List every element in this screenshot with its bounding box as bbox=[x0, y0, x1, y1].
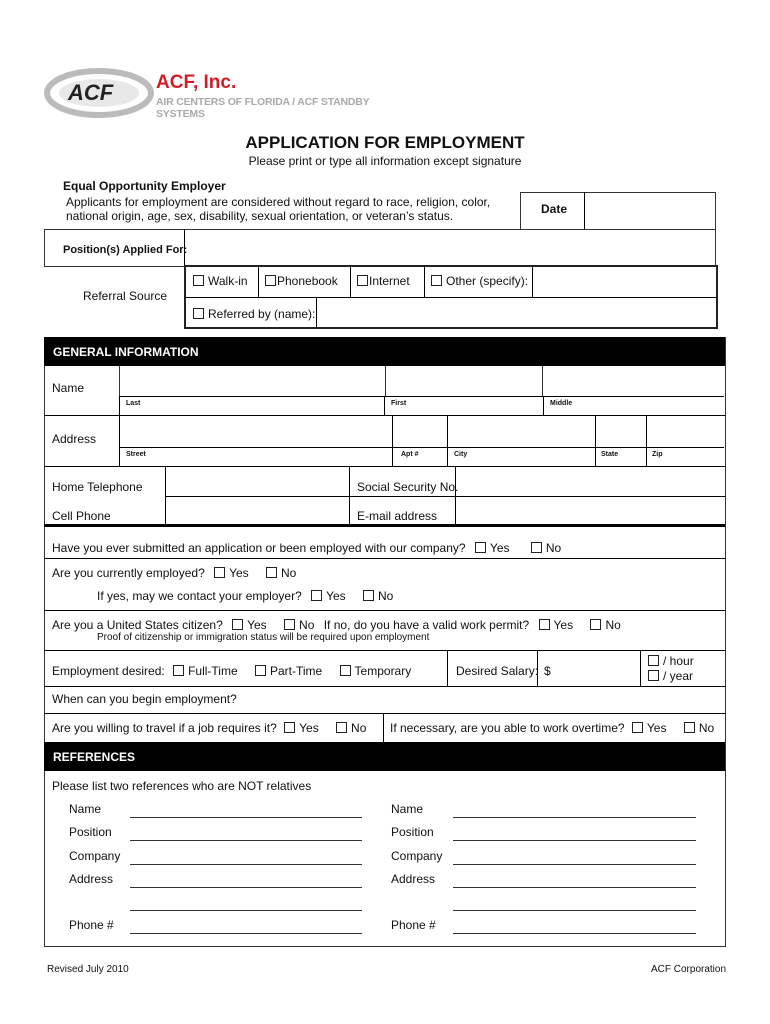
position-label: Position(s) Applied For: bbox=[63, 244, 188, 256]
footer-corp: ACF Corporation bbox=[651, 964, 727, 975]
general-info-header: GENERAL INFORMATION bbox=[44, 337, 725, 366]
question-begin: When can you begin employment? bbox=[52, 692, 237, 706]
permit-no[interactable]: No bbox=[590, 618, 620, 632]
ref2-company-field[interactable] bbox=[453, 850, 696, 865]
cell-field[interactable] bbox=[166, 497, 349, 525]
internet-checkbox[interactable] bbox=[357, 275, 368, 286]
city-field[interactable] bbox=[448, 416, 595, 447]
ref2-name-field[interactable] bbox=[453, 803, 696, 818]
overtime-no[interactable]: No bbox=[684, 721, 714, 735]
ssn-label: Social Security No. bbox=[357, 480, 459, 494]
question-contact: If yes, may we contact your employer? Yes No bbox=[97, 589, 394, 603]
ref2-address-label: Address bbox=[391, 872, 436, 886]
salary-field[interactable]: $ bbox=[544, 664, 551, 678]
address-label: Address bbox=[52, 432, 97, 446]
ref2-address-line2[interactable] bbox=[453, 896, 696, 911]
ref1-address-field[interactable] bbox=[130, 873, 362, 888]
last-caption: Last bbox=[126, 400, 141, 407]
submitted-yes-checkbox[interactable] bbox=[475, 542, 486, 553]
first-caption: First bbox=[391, 400, 407, 407]
contact-yes-checkbox[interactable] bbox=[311, 590, 322, 601]
overtime-no-checkbox[interactable] bbox=[684, 722, 695, 733]
ref2-name-label: Name bbox=[391, 802, 424, 816]
other-checkbox[interactable] bbox=[431, 275, 442, 286]
apt-caption: Apt # bbox=[401, 451, 419, 458]
ref1-company-label: Company bbox=[69, 849, 121, 863]
question-overtime: If necessary, are you able to work overtime? Yes No bbox=[390, 721, 715, 735]
ref1-company-field[interactable] bbox=[130, 850, 362, 865]
temporary-checkbox[interactable] bbox=[340, 665, 351, 676]
date-field[interactable] bbox=[586, 193, 714, 228]
ref2-phone-label: Phone # bbox=[391, 918, 436, 932]
citizen-no[interactable]: No bbox=[284, 618, 314, 632]
eeo-line-2: national origin, age, sex, disability, sexual orientation, or veteran’s status. bbox=[66, 209, 454, 223]
employed-no-checkbox[interactable] bbox=[266, 567, 277, 578]
logo-mark: ACF bbox=[68, 80, 114, 105]
ref2-position-field[interactable] bbox=[453, 826, 696, 841]
referred-option[interactable]: Referred by (name): bbox=[193, 307, 315, 321]
zip-caption: Zip bbox=[652, 451, 663, 458]
ref2-company-label: Company bbox=[391, 849, 443, 863]
citizen-yes[interactable]: Yes bbox=[232, 618, 267, 632]
references-header: REFERENCES bbox=[44, 742, 725, 771]
zip-field[interactable] bbox=[647, 416, 724, 447]
home-tel-label: Home Telephone bbox=[52, 480, 143, 494]
travel-yes-checkbox[interactable] bbox=[284, 722, 295, 733]
per-year-option[interactable]: / year bbox=[648, 669, 693, 683]
ref2-phone-field[interactable] bbox=[453, 919, 696, 934]
phonebook-checkbox[interactable] bbox=[265, 275, 276, 286]
name-label: Name bbox=[52, 381, 85, 395]
citizen-no-checkbox[interactable] bbox=[284, 619, 295, 630]
name-first-field[interactable] bbox=[385, 366, 543, 396]
ref1-position-label: Position bbox=[69, 825, 112, 839]
per-year-checkbox[interactable] bbox=[648, 670, 659, 681]
travel-no-checkbox[interactable] bbox=[336, 722, 347, 733]
company-logo bbox=[44, 66, 384, 120]
logo-tagline: AIR CENTERS OF FLORIDA / ACF STANDBY SYSTEMS bbox=[156, 96, 370, 120]
referred-checkbox[interactable] bbox=[193, 308, 204, 319]
phonebook-option[interactable]: Phonebook bbox=[265, 274, 338, 288]
ref1-name-field[interactable] bbox=[130, 803, 362, 818]
state-caption: State bbox=[601, 451, 619, 458]
overtime-yes-checkbox[interactable] bbox=[632, 722, 643, 733]
ref1-address-line2[interactable] bbox=[130, 896, 362, 911]
name-last-field[interactable] bbox=[119, 366, 386, 396]
ref1-name-label: Name bbox=[69, 802, 102, 816]
question-citizen: Are you a United States citizen? Yes No If no, do you have a valid work permit? Yes No bbox=[52, 618, 621, 632]
fulltime-option[interactable]: Full-Time bbox=[173, 664, 238, 678]
date-label: Date bbox=[541, 202, 568, 216]
apt-field[interactable] bbox=[393, 416, 447, 447]
walkin-checkbox[interactable] bbox=[193, 275, 204, 286]
referral-label: Referral Source bbox=[83, 289, 168, 303]
middle-caption: Middle bbox=[550, 400, 573, 407]
home-tel-field[interactable] bbox=[166, 467, 349, 496]
eeo-line-1: Applicants for employment are considered without regard to race, religion, color, bbox=[66, 195, 491, 209]
submitted-no[interactable]: No bbox=[531, 541, 561, 555]
eeo-heading: Equal Opportunity Employer bbox=[63, 179, 226, 193]
street-field[interactable] bbox=[120, 416, 392, 447]
contact-no-checkbox[interactable] bbox=[363, 590, 374, 601]
submitted-no-checkbox[interactable] bbox=[531, 542, 542, 553]
parttime-checkbox[interactable] bbox=[255, 665, 266, 676]
ref1-phone-label: Phone # bbox=[69, 918, 114, 932]
references-instruction: Please list two references who are NOT relatives bbox=[52, 779, 312, 793]
page-title: APPLICATION FOR EMPLOYMENT bbox=[245, 133, 525, 152]
overtime-yes[interactable]: Yes bbox=[632, 721, 667, 735]
position-field[interactable] bbox=[186, 230, 714, 265]
contact-no[interactable]: No bbox=[363, 589, 393, 603]
employed-no[interactable]: No bbox=[266, 566, 296, 580]
ref2-position-label: Position bbox=[391, 825, 434, 839]
internet-option[interactable]: Internet bbox=[357, 274, 410, 288]
ref2-address-field[interactable] bbox=[453, 873, 696, 888]
employed-yes[interactable]: Yes bbox=[214, 566, 249, 580]
question-travel: Are you willing to travel if a job requires it? Yes No bbox=[52, 721, 367, 735]
citizen-yes-checkbox[interactable] bbox=[232, 619, 243, 630]
submitted-yes[interactable]: Yes bbox=[475, 541, 510, 555]
street-caption: Street bbox=[126, 451, 146, 458]
footer-revised: Revised July 2010 bbox=[47, 964, 129, 975]
travel-no[interactable]: No bbox=[336, 721, 366, 735]
per-hour-option[interactable]: / hour bbox=[648, 654, 694, 668]
question-employed: Are you currently employed? Yes No bbox=[52, 566, 297, 580]
email-label: E-mail address bbox=[357, 509, 438, 523]
state-field[interactable] bbox=[596, 416, 646, 447]
fulltime-checkbox[interactable] bbox=[173, 665, 184, 676]
email-field[interactable] bbox=[456, 497, 724, 525]
logo-company: ACF, Inc. bbox=[156, 72, 237, 93]
ssn-field[interactable] bbox=[456, 467, 724, 496]
permit-yes-checkbox[interactable] bbox=[539, 619, 550, 630]
ref1-address-label: Address bbox=[69, 872, 114, 886]
travel-yes[interactable]: Yes bbox=[284, 721, 319, 735]
question-submitted: Have you ever submitted an application or been employed with our company? Yes No bbox=[52, 541, 562, 555]
employed-yes-checkbox[interactable] bbox=[214, 567, 225, 578]
per-hour-checkbox[interactable] bbox=[648, 655, 659, 666]
begin-field[interactable] bbox=[240, 687, 724, 713]
parttime-option[interactable]: Part-Time bbox=[255, 664, 322, 678]
city-caption: City bbox=[454, 451, 468, 458]
ref1-position-field[interactable] bbox=[130, 826, 362, 841]
temporary-option[interactable]: Temporary bbox=[340, 664, 412, 678]
salary-label: Desired Salary: bbox=[456, 664, 539, 678]
contact-yes[interactable]: Yes bbox=[311, 589, 346, 603]
walkin-option[interactable]: Walk-in bbox=[193, 274, 248, 288]
cell-label: Cell Phone bbox=[52, 509, 111, 523]
proof-note: Proof of citizenship or immigration status will be required upon employment bbox=[97, 632, 430, 643]
employment-desired: Employment desired: Full-Time Part-Time Temporary bbox=[52, 664, 412, 678]
page-subtitle: Please print or type all information except signature bbox=[248, 154, 522, 168]
permit-yes[interactable]: Yes bbox=[539, 618, 574, 632]
other-option[interactable]: Other (specify): bbox=[431, 274, 528, 288]
permit-no-checkbox[interactable] bbox=[590, 619, 601, 630]
name-middle-field[interactable] bbox=[543, 366, 723, 396]
ref1-phone-field[interactable] bbox=[130, 919, 362, 934]
